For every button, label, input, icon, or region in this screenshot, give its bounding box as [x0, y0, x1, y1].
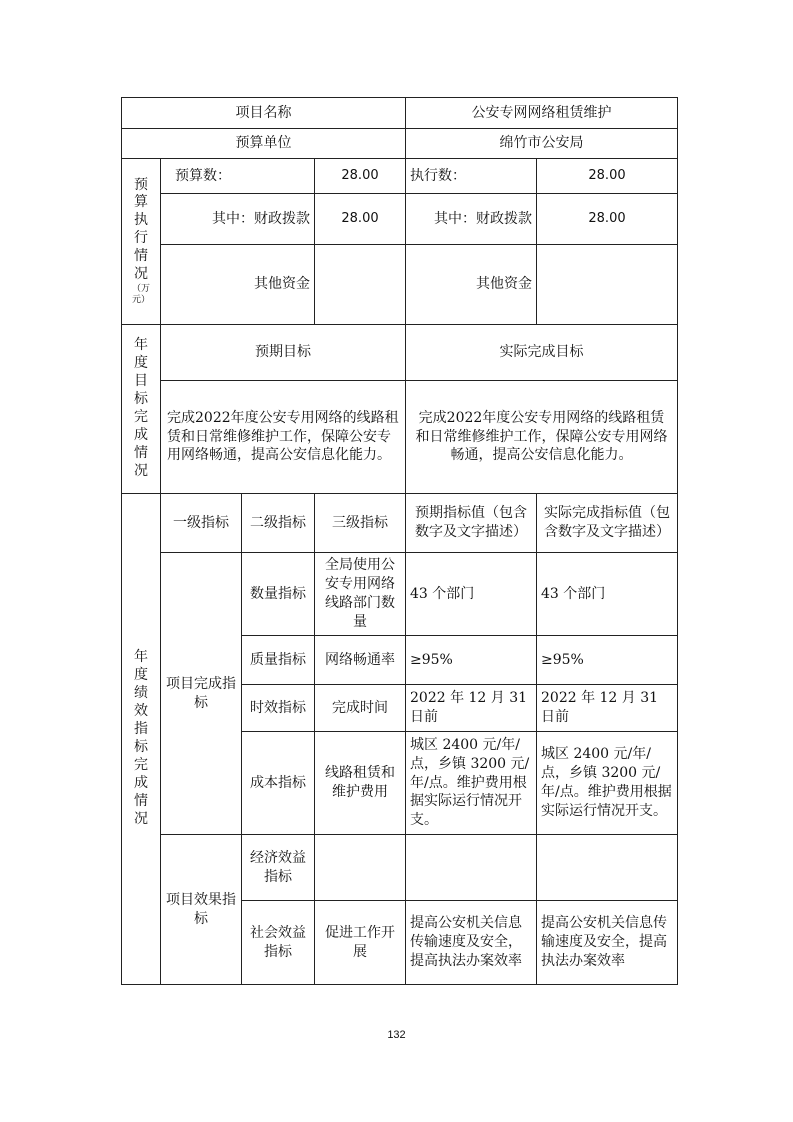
expected-value-cell: 城区 2400 元/年/点，乡镇 3200 元/年/点。维护费用根据实际运行情况开支。 — [406, 732, 537, 835]
fiscal-allocation-planned-value: 28.00 — [315, 194, 406, 245]
expected-value-header: 预期指标值（包含数字及文字描述） — [406, 494, 537, 553]
table-row — [122, 553, 678, 636]
level3-cell: 促进工作开展 — [315, 901, 406, 985]
project-name-value: 公安专网网络租赁维护 — [406, 98, 678, 129]
actual-value-cell — [537, 835, 678, 901]
project-name-label: 项目名称 — [122, 98, 406, 129]
indicator-header-row — [122, 494, 678, 553]
budget-unit-label: 预算单位 — [122, 129, 406, 159]
level3-header: 三级指标 — [315, 494, 406, 553]
expected-goal-header: 预期目标 — [161, 325, 406, 381]
planned-budget-value: 28.00 — [315, 159, 406, 194]
actual-goal-header: 实际完成目标 — [406, 325, 678, 381]
budget-unit-value: 绵竹市公安局 — [406, 129, 678, 159]
other-funds-row — [122, 245, 678, 325]
level3-cell: 网络畅通率 — [315, 636, 406, 685]
expected-value-cell: 2022 年 12 月 31 日前 — [406, 685, 537, 732]
budget-unit-row — [122, 129, 678, 159]
other-funds-planned-value — [315, 245, 406, 325]
table-row — [122, 835, 678, 901]
performance-side-label: 年 度 绩 效 指 标 完 成 情 况 — [122, 494, 161, 985]
other-funds-executed-value — [537, 245, 678, 325]
project-completion-group: 项目完成指标 — [161, 553, 242, 835]
level3-cell — [315, 835, 406, 901]
level1-header: 一级指标 — [161, 494, 242, 553]
expected-goal-text: 完成2022年度公安专用网络的线路租赁和日常维修维护工作，保障公安专用网络畅通，提高公安信息化能力。 — [161, 381, 406, 494]
actual-value-cell: 城区 2400 元/年/点，乡镇 3200 元/年/点。维护费用根据实际运行情况开支。 — [537, 732, 678, 835]
fiscal-allocation-executed-value: 28.00 — [537, 194, 678, 245]
level3-cell: 全局使用公安专用网络线路部门数量 — [315, 553, 406, 636]
level3-cell: 完成时间 — [315, 685, 406, 732]
fiscal-allocation-label: 其中：财政拨款 — [161, 194, 315, 245]
level2-header: 二级指标 — [242, 494, 315, 553]
expected-value-cell: 43 个部门 — [406, 553, 537, 636]
actual-value-header: 实际完成指标值（包含数字及文字描述） — [537, 494, 678, 553]
fiscal-allocation-executed-label: 其中：财政拨款 — [406, 194, 537, 245]
expected-value-cell — [406, 835, 537, 901]
annual-goal-header-row — [122, 325, 678, 381]
level2-cell: 经济效益指标 — [242, 835, 315, 901]
level2-cell: 成本指标 — [242, 732, 315, 835]
actual-value-cell: 2022 年 12 月 31 日前 — [537, 685, 678, 732]
level2-cell: 质量指标 — [242, 636, 315, 685]
budget-planned-row — [122, 159, 678, 194]
fiscal-allocation-row — [122, 194, 678, 245]
page-number: 132 — [387, 1029, 406, 1041]
actual-value-cell: 提高公安机关信息传输速度及安全，提高执法办案效率 — [537, 901, 678, 985]
actual-value-cell: ≥95% — [537, 636, 678, 685]
actual-value-cell: 43 个部门 — [537, 553, 678, 636]
other-funds-label: 其他资金 — [161, 245, 315, 325]
annual-goal-content-row — [122, 381, 678, 494]
executed-budget-value: 28.00 — [537, 159, 678, 194]
other-funds-executed-label: 其他资金 — [406, 245, 537, 325]
level2-cell: 数量指标 — [242, 553, 315, 636]
expected-value-cell: 提高公安机关信息传输速度及安全，提高执法办案效率 — [406, 901, 537, 985]
budget-execution-side-label: 预 算 执 行 情 况 （万 元） — [122, 159, 161, 325]
project-effect-group: 项目效果指标 — [161, 835, 242, 985]
level2-cell: 时效指标 — [242, 685, 315, 732]
actual-goal-text: 完成2022年度公安专用网络的线路租赁和日常维修维护工作，保障公安专用网络畅通，提高公安信息化能力。 — [406, 381, 678, 494]
project-name-row — [122, 98, 678, 129]
performance-evaluation-table — [121, 97, 678, 985]
executed-budget-label: 执行数： — [406, 159, 537, 194]
annual-goal-side-label: 年 度 目 标 完 成 情 况 — [122, 325, 161, 494]
expected-value-cell: ≥95% — [406, 636, 537, 685]
level2-cell: 社会效益指标 — [242, 901, 315, 985]
planned-budget-label: 预算数： — [161, 159, 315, 194]
level3-cell: 线路租赁和维护费用 — [315, 732, 406, 835]
